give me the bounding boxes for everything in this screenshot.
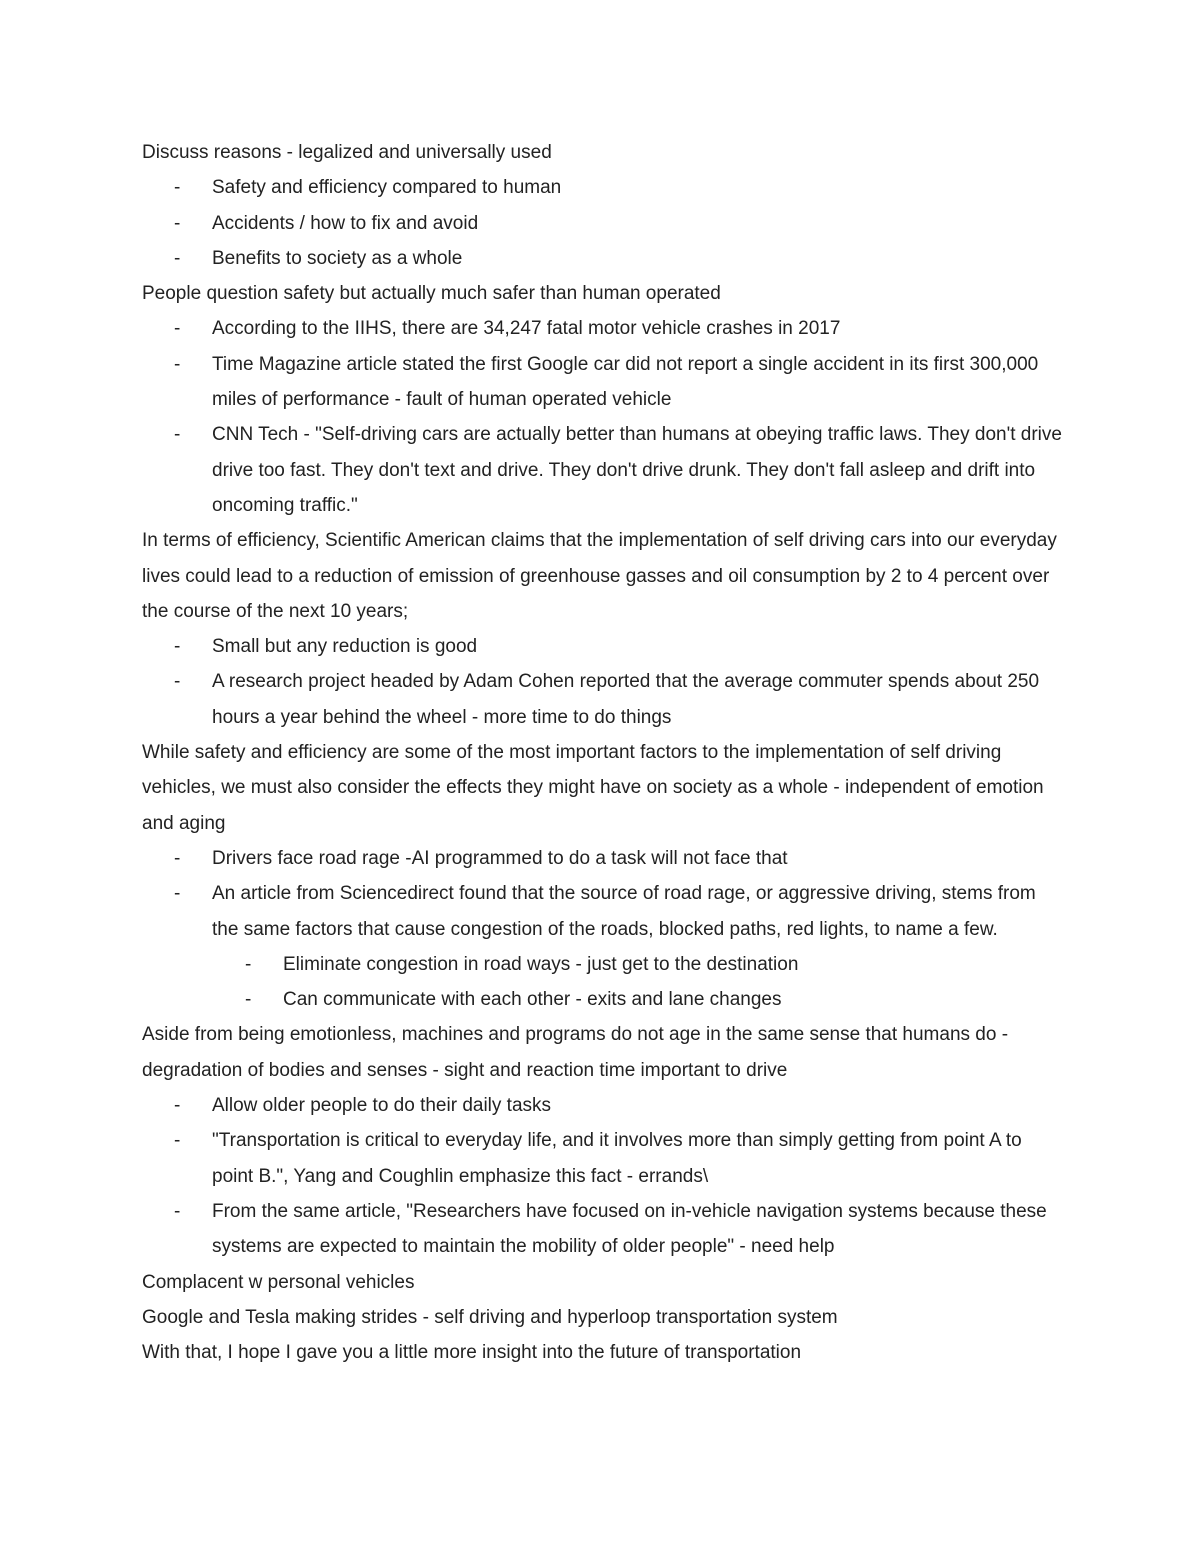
bullet-text: Safety and efficiency compared to human [212,177,562,199]
bullet-dash: - [174,212,181,234]
bullet-item [142,206,1062,241]
bullet-text: From the same article, "Researchers have focused on in-vehicle navigation systems because these systems are expected to maintain the mobility of older people" - need help [212,1200,1047,1258]
paragraph: While safety and efficiency are some of the most important factors to the implementation of self driving vehicles, we must also consider the effects they might have on society as a whole - independent of emotion and aging [142,742,1044,834]
bullet-item [142,629,1062,664]
document-body [142,135,1062,1370]
bullet-text: Time Magazine article stated the first Google car did not report a single accident in its first 300,000 miles of performance - fault of human operated vehicle [212,353,1039,411]
bullet-text: Allow older people to do their daily tasks [212,1095,552,1117]
paragraph: Complacent w personal vehicles [142,1271,415,1293]
bullet-text: An article from Sciencedirect found that the source of road rage, or aggressive driving, stems from the same factors that cause congestion of the roads, blocked paths, red lights, to name a few. [212,883,1036,940]
bullet-dash: - [174,636,181,658]
bullet-dash: - [174,177,181,199]
bullet-text: Can communicate with each other - exits and lane changes [283,989,782,1011]
bullet-item [142,841,1062,876]
bullet-dash: - [174,1095,181,1117]
bullet-text: "Transportation is critical to everyday life, and it involves more than simply getting from point A to point B.", Yang and Coughlin emphasize this fact - errands\ [212,1130,1022,1187]
bullet-text: A research project headed by Adam Cohen reported that the average commuter spends about 250 hours a year behind the wheel - more time to do things [212,671,1040,728]
paragraph: Google and Tesla making strides - self driving and hyperloop transportation system [142,1306,838,1328]
paragraph: People question safety but actually much safer than human operated [142,283,721,305]
bullet-text: Benefits to society as a whole [212,247,463,269]
bullet-dash: - [245,989,252,1011]
bullet-item [142,664,1062,735]
bullet-dash: - [174,424,181,446]
bullet-dash: - [174,353,181,375]
bullet-dash: - [174,847,181,869]
bullet-text: Accidents / how to fix and avoid [212,212,479,234]
bullet-text: According to the IIHS, there are 34,247 fatal motor vehicle crashes in 2017 [212,318,841,340]
bullet-item [142,417,1062,523]
sub-bullet-item [142,982,1062,1017]
bullet-text: CNN Tech - "Self-driving cars are actually better than humans at obeying traffic laws. They don't drive drive too fast. They don't text and drive. They don't drive drunk. They don't fall asleep and drift into oncoming traffic." [212,424,1062,516]
bullet-text: Eliminate congestion in road ways - just get to the destination [283,953,799,975]
bullet-item [142,1194,1062,1265]
bullet-dash: - [174,1130,181,1152]
bullet-item [142,241,1062,276]
bullet-dash: - [174,318,181,340]
paragraph: In terms of efficiency, Scientific American claims that the implementation of self driving cars into our everyday lives could lead to a reduction of emission of greenhouse gasses and oil consumption by 2 to 4 percent over the course of the next 10 years; [142,530,1057,622]
bullet-dash: - [245,953,252,975]
bullet-item [142,170,1062,205]
sub-bullet-item [142,947,1062,982]
bullet-dash: - [174,883,181,905]
bullet-dash: - [174,247,181,269]
paragraph: Aside from being emotionless, machines and programs do not age in the same sense that humans do - degradation of bodies and senses - sight and reaction time important to drive [142,1024,1009,1081]
bullet-item [142,1088,1062,1123]
bullet-dash: - [174,1200,181,1222]
bullet-text: Small but any reduction is good [212,636,478,658]
bullet-dash: - [174,671,181,693]
paragraph: Discuss reasons - legalized and universally used [142,142,552,163]
bullet-item [142,347,1062,418]
bullet-text: Drivers face road rage -AI programmed to do a task will not face that [212,847,788,869]
bullet-item [142,311,1062,346]
bullet-item [142,1123,1062,1194]
paragraph: With that, I hope I gave you a little more insight into the future of transportation [142,1342,802,1364]
bullet-item [142,876,1062,947]
